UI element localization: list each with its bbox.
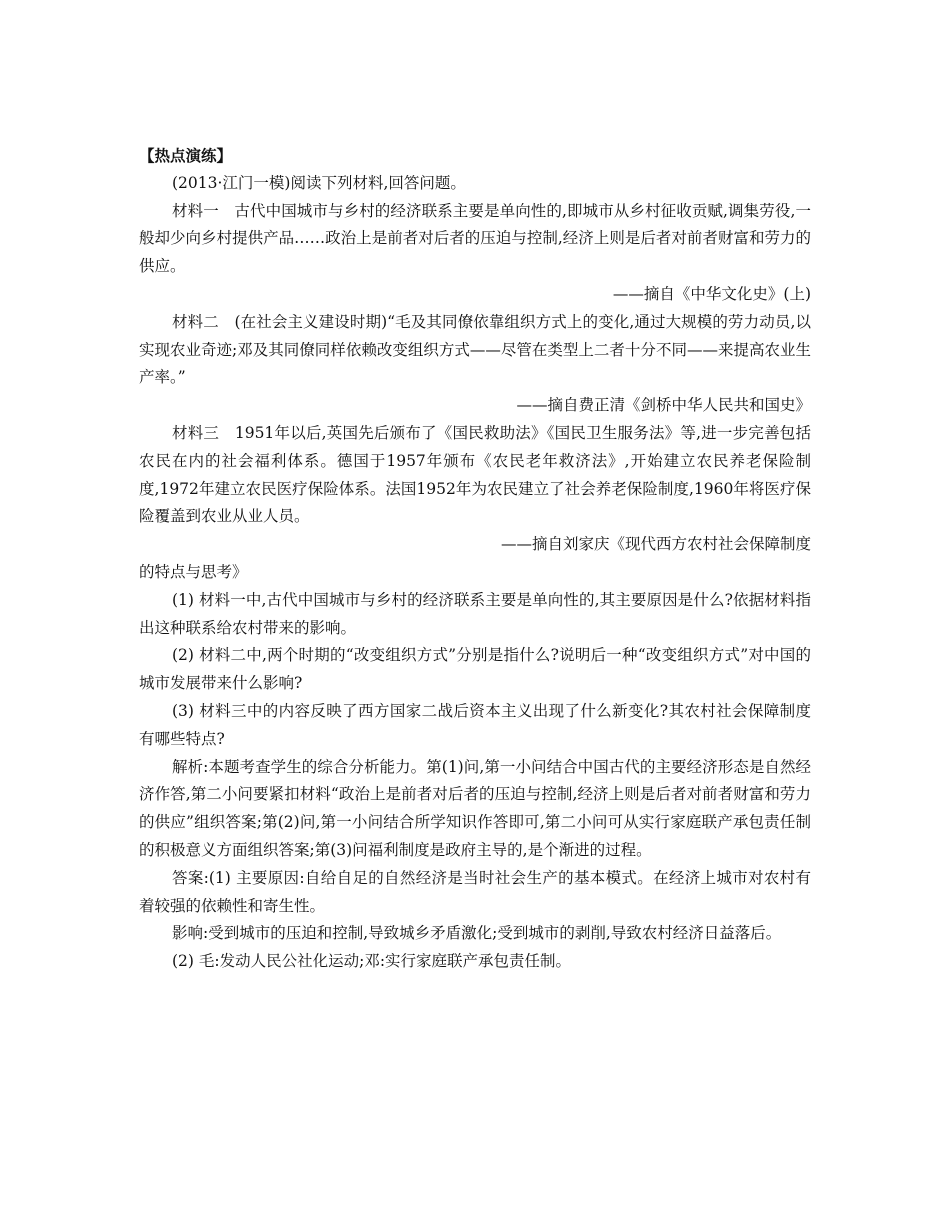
- material-1-source: ——摘自《中华文化史》(上): [612, 284, 811, 303]
- material-1-text: 材料一 古代中国城市与乡村的经济联系主要是单向性的,即城市从乡村征收贡赋,调集劳役,一般却少向乡村提供产品……政治上是前者对后者的压迫与控制,经济上则是后者对前者财富和劳力的供应。: [139, 201, 811, 276]
- analysis-paragraph: 解析:本题考查学生的综合分析能力。第(1)问,第一小问结合中国古代的主要经济形态是自然经济作答,第二小问要紧扣材料“政治上是前者对后者的压迫与控制,经济上则是后者对前者财富和劳力的供应”组织答案;第(2)问,第一小问结合所学知识作答即可,第二小问可从实行家庭联产承包责任制的积极意义方面组织答案;第(3)问福利制度是政府主导的,是个渐进的过程。: [139, 757, 811, 859]
- material-3-source-line2: 的特点与思考》: [139, 562, 248, 581]
- material-2-text: 材料二 (在社会主义建设时期)“毛及其同僚依靠组织方式上的变化,通过大规模的劳力动员,以实现农业奇迹;邓及其同僚同样依赖改变组织方式——尽管在类型上二者十分不同——来提高农业生产率。”: [139, 312, 811, 387]
- document-page: [139, 142, 811, 976]
- material-3-text: 材料三 1951年以后,英国先后颁布了《国民救助法》《国民卫生服务法》等,进一步完善包括农民在内的社会福利体系。德国于1957年颁布《农民老年救济法》,开始建立农民养老保险制度,1972年建立农民医疗保险体系。法国1952年为农民建立了社会养老保险制度,1960年将医疗保险覆盖到农业从业人员。: [139, 423, 811, 526]
- answer-1-impact: 影响:受到城市的压迫和控制,导致城乡矛盾激化;受到城市的剥削,导致农村经济日益落后。: [172, 924, 782, 943]
- material-3-source-line1: ——摘自刘家庆《现代西方农村社会保障制度: [500, 535, 811, 554]
- question-2: (2) 材料二中,两个时期的“改变组织方式”分别是指什么?说明后一种“改变组织方式”对中国的城市发展带来什么影响?: [139, 646, 811, 693]
- section-heading: 【热点演练】: [139, 146, 233, 165]
- question-3: (3) 材料三中的内容反映了西方国家二战后资本主义出现了什么新变化?其农村社会保障制度有哪些特点?: [139, 701, 811, 748]
- material-2-source: ——摘自费正清《剑桥中华人民共和国史》: [516, 396, 811, 415]
- question-1: (1) 材料一中,古代中国城市与乡村的经济联系主要是单向性的,其主要原因是什么?依据材料指出这种联系给农村带来的影响。: [139, 590, 811, 637]
- answer-1-reason: 答案:(1) 主要原因:自给自足的自然经济是当时社会生产的基本模式。在经济上城市对农村有着较强的依赖性和寄生性。: [139, 868, 811, 915]
- answer-2: (2) 毛:发动人民公社化运动;邓:实行家庭联产承包责任制。: [172, 952, 572, 971]
- question-intro: (2013·江门一模)阅读下列材料,回答问题。: [172, 173, 466, 192]
